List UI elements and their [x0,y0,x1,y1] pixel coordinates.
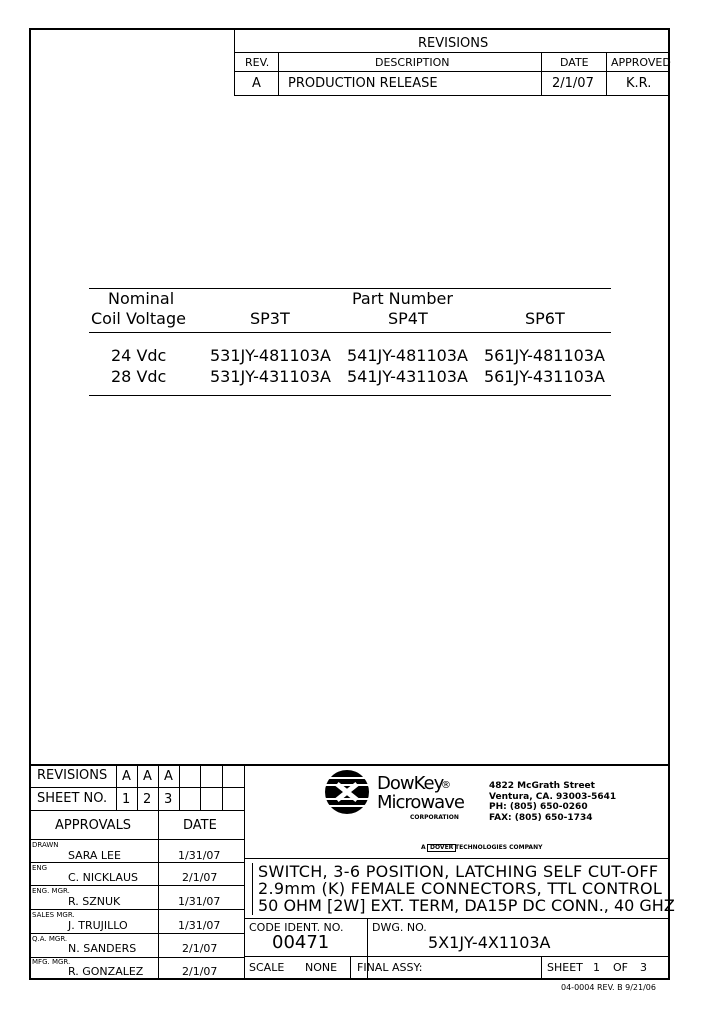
approval-role: ENG [32,864,48,872]
sheet-rev-value: A [143,769,152,784]
row-sp4t: 541JY-431103A [347,367,468,386]
sheet-label: SHEET [547,961,583,974]
dwg-no-label: DWG. NO. [372,921,427,934]
header-nominal: Nominal [108,289,175,308]
code-ident-value: 00471 [272,932,330,953]
rev-header: REV. [245,56,270,69]
company-name-line2: Microwave [377,792,464,813]
header-coil-voltage: Coil Voltage [91,309,186,328]
company-phone: PH: (805) 650-0260 [489,802,588,812]
approval-date: 1/31/07 [178,895,221,908]
dowkey-logo-icon [323,768,371,816]
approval-role: Q.A. MGR. [32,935,68,943]
date-header: DATE [560,56,589,69]
sheet-no-value: 1 [122,792,131,807]
approval-name: J. TRUJILLO [68,919,128,932]
row-sp6t: 561JY-431103A [484,367,605,386]
sheet-rev-value: A [122,769,131,784]
approval-date: 2/1/07 [182,871,218,884]
row-voltage: 28 Vdc [111,367,167,386]
header-sp3t: SP3T [250,309,290,328]
revisions-label: REVISIONS [37,768,108,783]
header-sp4t: SP4T [388,309,428,328]
approval-date: 2/1/07 [182,965,218,978]
row-voltage: 24 Vdc [111,346,167,365]
final-assy-label: FINAL ASSY: [357,961,423,974]
parent-suffix: TECHNOLOGIES COMPANY [455,844,543,851]
approval-name: C. NICKLAUS [68,871,138,884]
company-fax: FAX: (805) 650-1734 [489,813,593,823]
header-sp6t: SP6T [525,309,565,328]
approval-name: N. SANDERS [68,942,137,955]
approval-role: SALES MGR. [32,911,75,919]
revision-date: 2/1/07 [552,76,594,91]
company-name-line1: DowKey [377,773,444,794]
row-sp3t: 531JY-431103A [210,367,331,386]
company-address1: 4822 McGrath Street [489,781,595,791]
approval-role: MFG. MGR. [32,958,71,966]
of-value: 3 [640,961,647,974]
approvals-header: APPROVALS [55,818,132,833]
row-sp3t: 531JY-481103A [210,346,331,365]
row-sp4t: 541JY-481103A [347,346,468,365]
drawing-border [29,28,670,980]
revision-approved: K.R. [626,76,652,91]
scale-value: NONE [305,961,338,974]
parent-name: DOVER [427,844,456,852]
approval-role: DRAWN [32,841,59,849]
scale-label: SCALE [249,961,285,974]
header-part-number: Part Number [352,289,453,308]
company-corporation: CORPORATION [410,814,459,821]
approval-name: SARA LEE [68,849,121,862]
approval-date: 1/31/07 [178,849,221,862]
sheet-no-value: 2 [143,792,152,807]
title-line-1: SWITCH, 3-6 POSITION, LATCHING SELF CUT-OFF [258,862,659,881]
of-label: OF [613,961,628,974]
revisions-title: REVISIONS [418,36,489,51]
approval-name: R. SZNUK [68,895,121,908]
title-line-2: 2.9mm (K) FEMALE CONNECTORS, TTL CONTROL [258,879,663,898]
title-line-3: 50 OHM [2W] EXT. TERM, DA15P DC CONN., 40 GHZ [258,896,675,915]
sheet-no-label: SHEET NO. [37,791,108,806]
dwg-no-value: 5X1JY-4X1103A [428,933,551,952]
parent-prefix: A [421,844,426,851]
approval-role: ENG. MGR. [32,887,70,895]
approval-date: 2/1/07 [182,942,218,955]
registered-mark: ® [441,780,451,791]
revision-rev: A [252,76,261,91]
form-number: 04-0004 REV. B 9/21/06 [561,983,656,992]
sheet-value: 1 [593,961,600,974]
row-sp6t: 561JY-481103A [484,346,605,365]
sheet-rev-value: A [164,769,173,784]
approved-header: APPROVED [611,56,671,69]
company-address2: Ventura, CA. 93003-5641 [489,792,617,802]
revision-description: PRODUCTION RELEASE [288,76,438,91]
code-ident-label: CODE IDENT. NO. [249,921,344,934]
sheet-no-value: 3 [164,792,173,807]
approval-name: R. GONZALEZ [68,965,144,978]
description-header: DESCRIPTION [375,56,450,69]
approval-date: 1/31/07 [178,919,221,932]
approvals-date-header: DATE [183,818,217,833]
